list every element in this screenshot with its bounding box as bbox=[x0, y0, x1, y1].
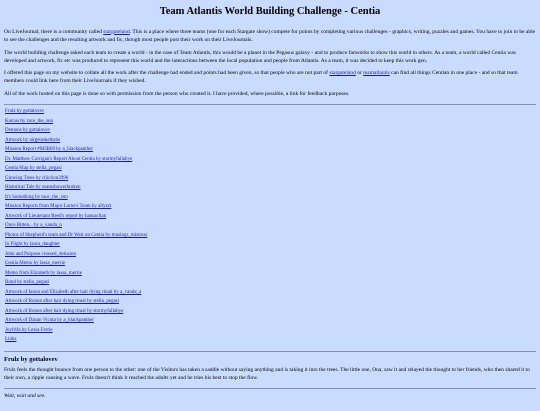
toc-item bbox=[5, 119, 536, 129]
toc-item bbox=[5, 328, 536, 338]
intro-text: or bbox=[355, 70, 364, 77]
intro-paragraph-1 bbox=[4, 29, 536, 45]
toc-link[interactable]: It's Something by race_the_sun bbox=[5, 194, 68, 200]
toc-link[interactable]: Artwork by airgetaskethstis bbox=[5, 137, 61, 143]
toc-item bbox=[5, 271, 536, 281]
toc-link[interactable]: Artwork of Ianon and Elizabeth after hair dying ritual by a_vanda_a bbox=[5, 289, 142, 295]
toc-link[interactable]: Demons by gottalovev bbox=[5, 128, 51, 134]
toc-link[interactable]: Artwork of Ronon after hair dying ritual by stella_pegasi bbox=[5, 299, 120, 305]
toc-link[interactable]: Bond by stella_pegasi bbox=[5, 280, 50, 286]
toc-item bbox=[5, 242, 536, 252]
toc-item bbox=[5, 109, 536, 119]
toc-link[interactable]: Artwork of Lieutenant Reed's report by hansaclian bbox=[5, 213, 107, 219]
toc-link[interactable]: Centia Memo by lassa_merrie bbox=[5, 261, 66, 267]
toc-item bbox=[5, 309, 536, 319]
toc-item bbox=[5, 185, 536, 195]
toc-item bbox=[5, 233, 536, 243]
toc-link[interactable]: Memo from Elizabeth by lassa_merrie bbox=[5, 270, 82, 276]
toc-item bbox=[5, 261, 536, 271]
toc-item bbox=[5, 147, 536, 157]
toc-item bbox=[5, 195, 536, 205]
section-body: Frulz feels the thought bounce from one person to the other: one of the Visitors has taken a saddle without saying anything and is taking it into the trees. The little one, Ona, saw it and relayed the thought to her friends, who then shared it to their own, a ripple causing a wave. Frulz doesn't think it reached the adults yet and he tries his best to stop the flow. bbox=[4, 366, 530, 381]
toc-item bbox=[5, 204, 536, 214]
toc-link[interactable]: Centia Map by stella_pegasi bbox=[5, 166, 62, 172]
section-heading: Frulz by gottalovev bbox=[4, 355, 58, 363]
toc-link[interactable]: Dr. Matthew Corrigan's Report About Centia by stormyfallabye bbox=[5, 156, 133, 162]
toc-item bbox=[5, 290, 536, 300]
toc-item bbox=[5, 223, 536, 233]
toc-item bbox=[5, 138, 536, 148]
intro-text: I offered this page on my website to collate all the work after the challenge had ended and points had been given, so that people who are not part of bbox=[4, 70, 330, 77]
divider bbox=[4, 104, 536, 105]
toc-link[interactable]: Karcos by race_the_sun bbox=[5, 118, 54, 124]
toc-link[interactable]: Artwork of Danan Vicuta by a_blackpanther bbox=[5, 318, 94, 324]
toc-link[interactable]: In Flight by laura_daughter bbox=[5, 242, 60, 248]
toc-link[interactable]: John and Purpose crossed_delusion bbox=[5, 251, 76, 257]
page-title: Team Atlantis World Building Challenge - Centia bbox=[159, 6, 381, 17]
toc-link[interactable]: Frulz by gottalovev bbox=[5, 109, 45, 115]
divider bbox=[4, 351, 536, 352]
stargateland-link[interactable]: stargateland bbox=[329, 70, 356, 77]
toc-link[interactable]: Glowing Trees by chiclion2996 bbox=[5, 175, 69, 181]
teamatlantis-link[interactable]: teamatlantis bbox=[363, 70, 390, 77]
toc-item bbox=[5, 337, 536, 347]
toc-item bbox=[5, 280, 536, 290]
intro-paragraph-2: The world building challenge asked each team to create a world - in the case of Team Atlantis, this would be a planet in the Pegasus galaxy - and to produce fanworks to show this world to others. As a team, a world called Centia was developed and artwork, fic etc was produced to represent this world and the interactions between the local population and people from Atlantis. As a team, it was decided to keep this work gen. bbox=[4, 49, 516, 64]
stargateland-link[interactable]: stargateland bbox=[103, 28, 130, 35]
toc-link[interactable]: Photos of Shepherd's team and Dr Weir on Centia by musings_mistress bbox=[5, 232, 148, 238]
toc-link[interactable]: Links bbox=[5, 337, 17, 343]
toc-link[interactable]: Joyfrifa by Lessa Ferrie bbox=[5, 327, 53, 333]
toc-item bbox=[5, 252, 536, 262]
intro-text: On LiveJournal, there is a community called bbox=[4, 28, 104, 35]
toc-item bbox=[5, 176, 536, 186]
page bbox=[0, 6, 540, 401]
intro-paragraph-4: All of the work hosted on this page is done so with permission from the person who created it. I have provided, where possible, a link for feedback purposes. bbox=[4, 91, 350, 98]
toc-link[interactable]: Historical Tale by seamshowerbroken bbox=[5, 185, 81, 191]
toc-item bbox=[5, 299, 536, 309]
table-of-contents bbox=[4, 109, 536, 347]
toc-item bbox=[5, 318, 536, 328]
toc-item bbox=[5, 166, 536, 176]
intro-text: can find all things Centian in one place - and so that team members could link here from their LiveJournals if they wished. bbox=[4, 70, 518, 85]
toc-link[interactable]: Artwork of Ronon after hair dying ritual by stormyfallabye bbox=[5, 308, 124, 314]
intro-paragraph-3 bbox=[4, 70, 536, 86]
section-italic-line: Wait, wait and see. bbox=[4, 392, 46, 399]
divider bbox=[4, 388, 536, 389]
toc-item bbox=[5, 157, 536, 167]
toc-link[interactable]: Mission Report #M3B69 by a_blackpanther bbox=[5, 147, 94, 153]
toc-item bbox=[5, 128, 536, 138]
toc-link[interactable]: Mission Reports from Major Lorne's Team by allyzzt bbox=[5, 204, 112, 210]
intro-text: . This is a place where three teams (one for each Stargate show) compete for points by completing various challenges - graphics, writing, puzzles and games. You have to join to be able to see the challenges and the resulting artwork and fic, though most people post their work on their LiveJournals. bbox=[4, 28, 536, 43]
toc-item bbox=[5, 214, 536, 224]
toc-link[interactable]: Once Bitten... by a_vanda_n bbox=[5, 223, 62, 229]
